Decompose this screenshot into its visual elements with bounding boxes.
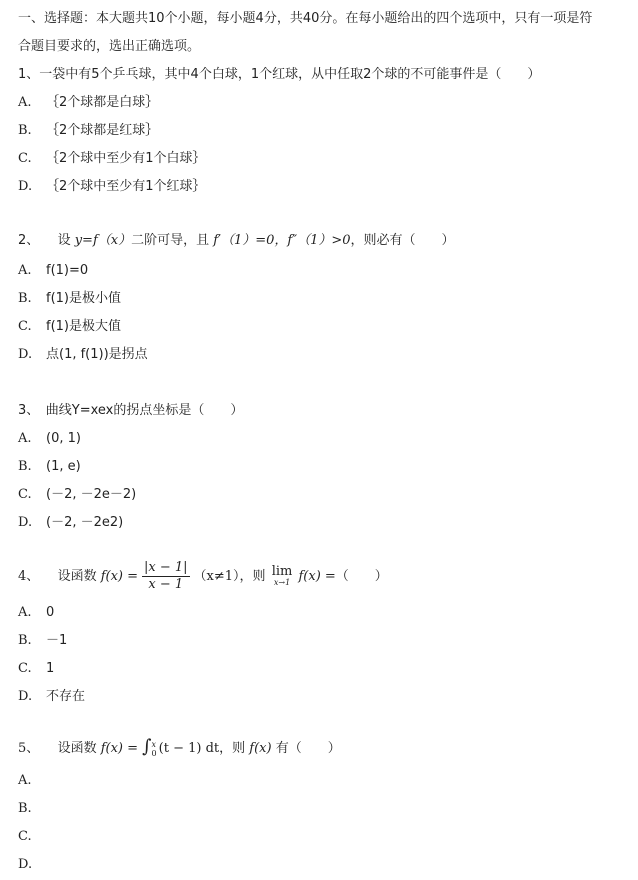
option-letter: C. [18, 661, 32, 676]
option-text: 不存在 [46, 689, 86, 704]
option-letter: A. [18, 263, 32, 278]
option-letter: C. [18, 319, 32, 334]
question-1-option-a[interactable] [18, 94, 158, 112]
limit-symbol: lim [271, 564, 293, 579]
option-letter: B. [18, 459, 32, 474]
question-4-option-b[interactable] [18, 632, 67, 650]
stem-math: f(x) [249, 741, 272, 756]
integral-sign: ∫ [142, 736, 152, 757]
option-text: (－2, －2e2) [46, 515, 124, 530]
option-letter: B. [18, 633, 32, 648]
intro-line-1: 一、选择题：本大题共10个小题，每小题4分，共40分。在每小题给出的四个选项中，只有一项是符 [18, 11, 593, 26]
stem-math: y=f（x） [74, 233, 132, 248]
fraction-denominator: x − 1 [148, 577, 184, 592]
option-text: ｛2个球都是白球｝ [46, 95, 159, 110]
option-text: －1 [46, 633, 68, 648]
question-4-option-a[interactable] [18, 604, 54, 622]
question-5-option-d[interactable] [18, 856, 46, 874]
option-text: 点(1, f(1))是拐点 [46, 347, 148, 362]
question-2-stem [18, 232, 455, 250]
option-letter: A. [18, 431, 32, 446]
question-3-option-b[interactable] [18, 458, 81, 476]
option-text: (1, e) [46, 459, 81, 474]
option-text: 0 [46, 605, 55, 620]
option-text: (－2, －2e－2) [46, 487, 137, 502]
option-letter: C. [18, 151, 32, 166]
option-text: f(1)是极大值 [46, 319, 121, 334]
question-4-option-d[interactable] [18, 688, 85, 706]
stem-text: ，则必有（ ） [350, 233, 455, 248]
option-letter: D. [18, 179, 33, 194]
question-1-option-c[interactable] [18, 150, 206, 168]
question-1-option-b[interactable] [18, 122, 158, 140]
question-5-option-b[interactable] [18, 800, 46, 818]
stem-text: 有 [271, 741, 289, 756]
stem-text: 设函数 [57, 569, 101, 584]
question-number: 2、 [18, 233, 40, 248]
option-letter: D. [18, 515, 33, 530]
question-1-option-d[interactable] [18, 178, 206, 196]
integral-upper: x [151, 739, 157, 749]
stem-text: ，则 [219, 741, 250, 756]
question-4-stem [18, 558, 388, 596]
fraction [142, 560, 190, 593]
option-text: ｛2个球中至少有1个白球｝ [46, 151, 206, 166]
integrand: (t − 1) dt [158, 741, 220, 756]
question-5-stem [18, 732, 341, 764]
question-3-option-d[interactable] [18, 514, 123, 532]
stem-text: （ ） [288, 741, 341, 756]
option-text: (0, 1) [46, 431, 81, 446]
stem-text: 二阶可导，且 [131, 233, 214, 248]
stem-math: f′（1）=0，f″（1）>0 [213, 233, 351, 248]
stem-text: 设函数 [57, 741, 101, 756]
limit [272, 566, 293, 587]
question-2-option-a[interactable] [18, 262, 88, 280]
question-3-stem: 3、 曲线Y=xex的拐点坐标是（ ） [18, 403, 244, 418]
option-text: ｛2个球中至少有1个红球｝ [46, 179, 206, 194]
option-letter: B. [18, 291, 32, 306]
option-text: ｛2个球都是红球｝ [46, 123, 159, 138]
question-1-stem: 1、一袋中有5个乒乓球，其中4个白球，1个红球，从中任取2个球的不可能事件是（ ） [18, 67, 541, 82]
option-letter: B. [18, 801, 32, 816]
option-letter: C. [18, 487, 32, 502]
option-letter: D. [18, 857, 33, 872]
option-text: f(1)是极小值 [46, 291, 121, 306]
option-letter: D. [18, 347, 33, 362]
option-text: 1 [46, 661, 55, 676]
option-letter: A. [18, 773, 32, 788]
question-3-option-a[interactable] [18, 430, 81, 448]
intro-line-2: 合题目要求的，选出正确选项。 [18, 39, 201, 54]
limit-subscript: x→1 [273, 578, 291, 587]
question-number: 4、 [18, 569, 40, 584]
question-2-option-d[interactable] [18, 346, 148, 364]
option-letter: A. [18, 605, 32, 620]
integral-limits [152, 740, 157, 758]
question-4-option-c[interactable] [18, 660, 54, 678]
question-2-option-c[interactable] [18, 318, 121, 336]
question-3-option-c[interactable] [18, 486, 136, 504]
option-letter: C. [18, 829, 32, 844]
question-2-option-b[interactable] [18, 290, 121, 308]
stem-text: （x≠1），则 [193, 569, 270, 584]
question-5-option-c[interactable] [18, 828, 46, 846]
question-number: 5、 [18, 741, 40, 756]
option-letter: B. [18, 123, 32, 138]
stem-text: 设 [57, 233, 75, 248]
stem-math: f(x) = [100, 741, 143, 756]
stem-math: f(x) = [294, 569, 336, 584]
option-letter: A. [18, 95, 32, 110]
question-5-option-a[interactable] [18, 772, 46, 790]
option-letter: D. [18, 689, 33, 704]
stem-text: （ ） [335, 569, 388, 584]
fraction-numerator: |x − 1| [144, 560, 188, 575]
option-text: f(1)=0 [46, 263, 89, 278]
integral-lower: 0 [151, 748, 157, 758]
stem-math: f(x) = [100, 569, 139, 584]
